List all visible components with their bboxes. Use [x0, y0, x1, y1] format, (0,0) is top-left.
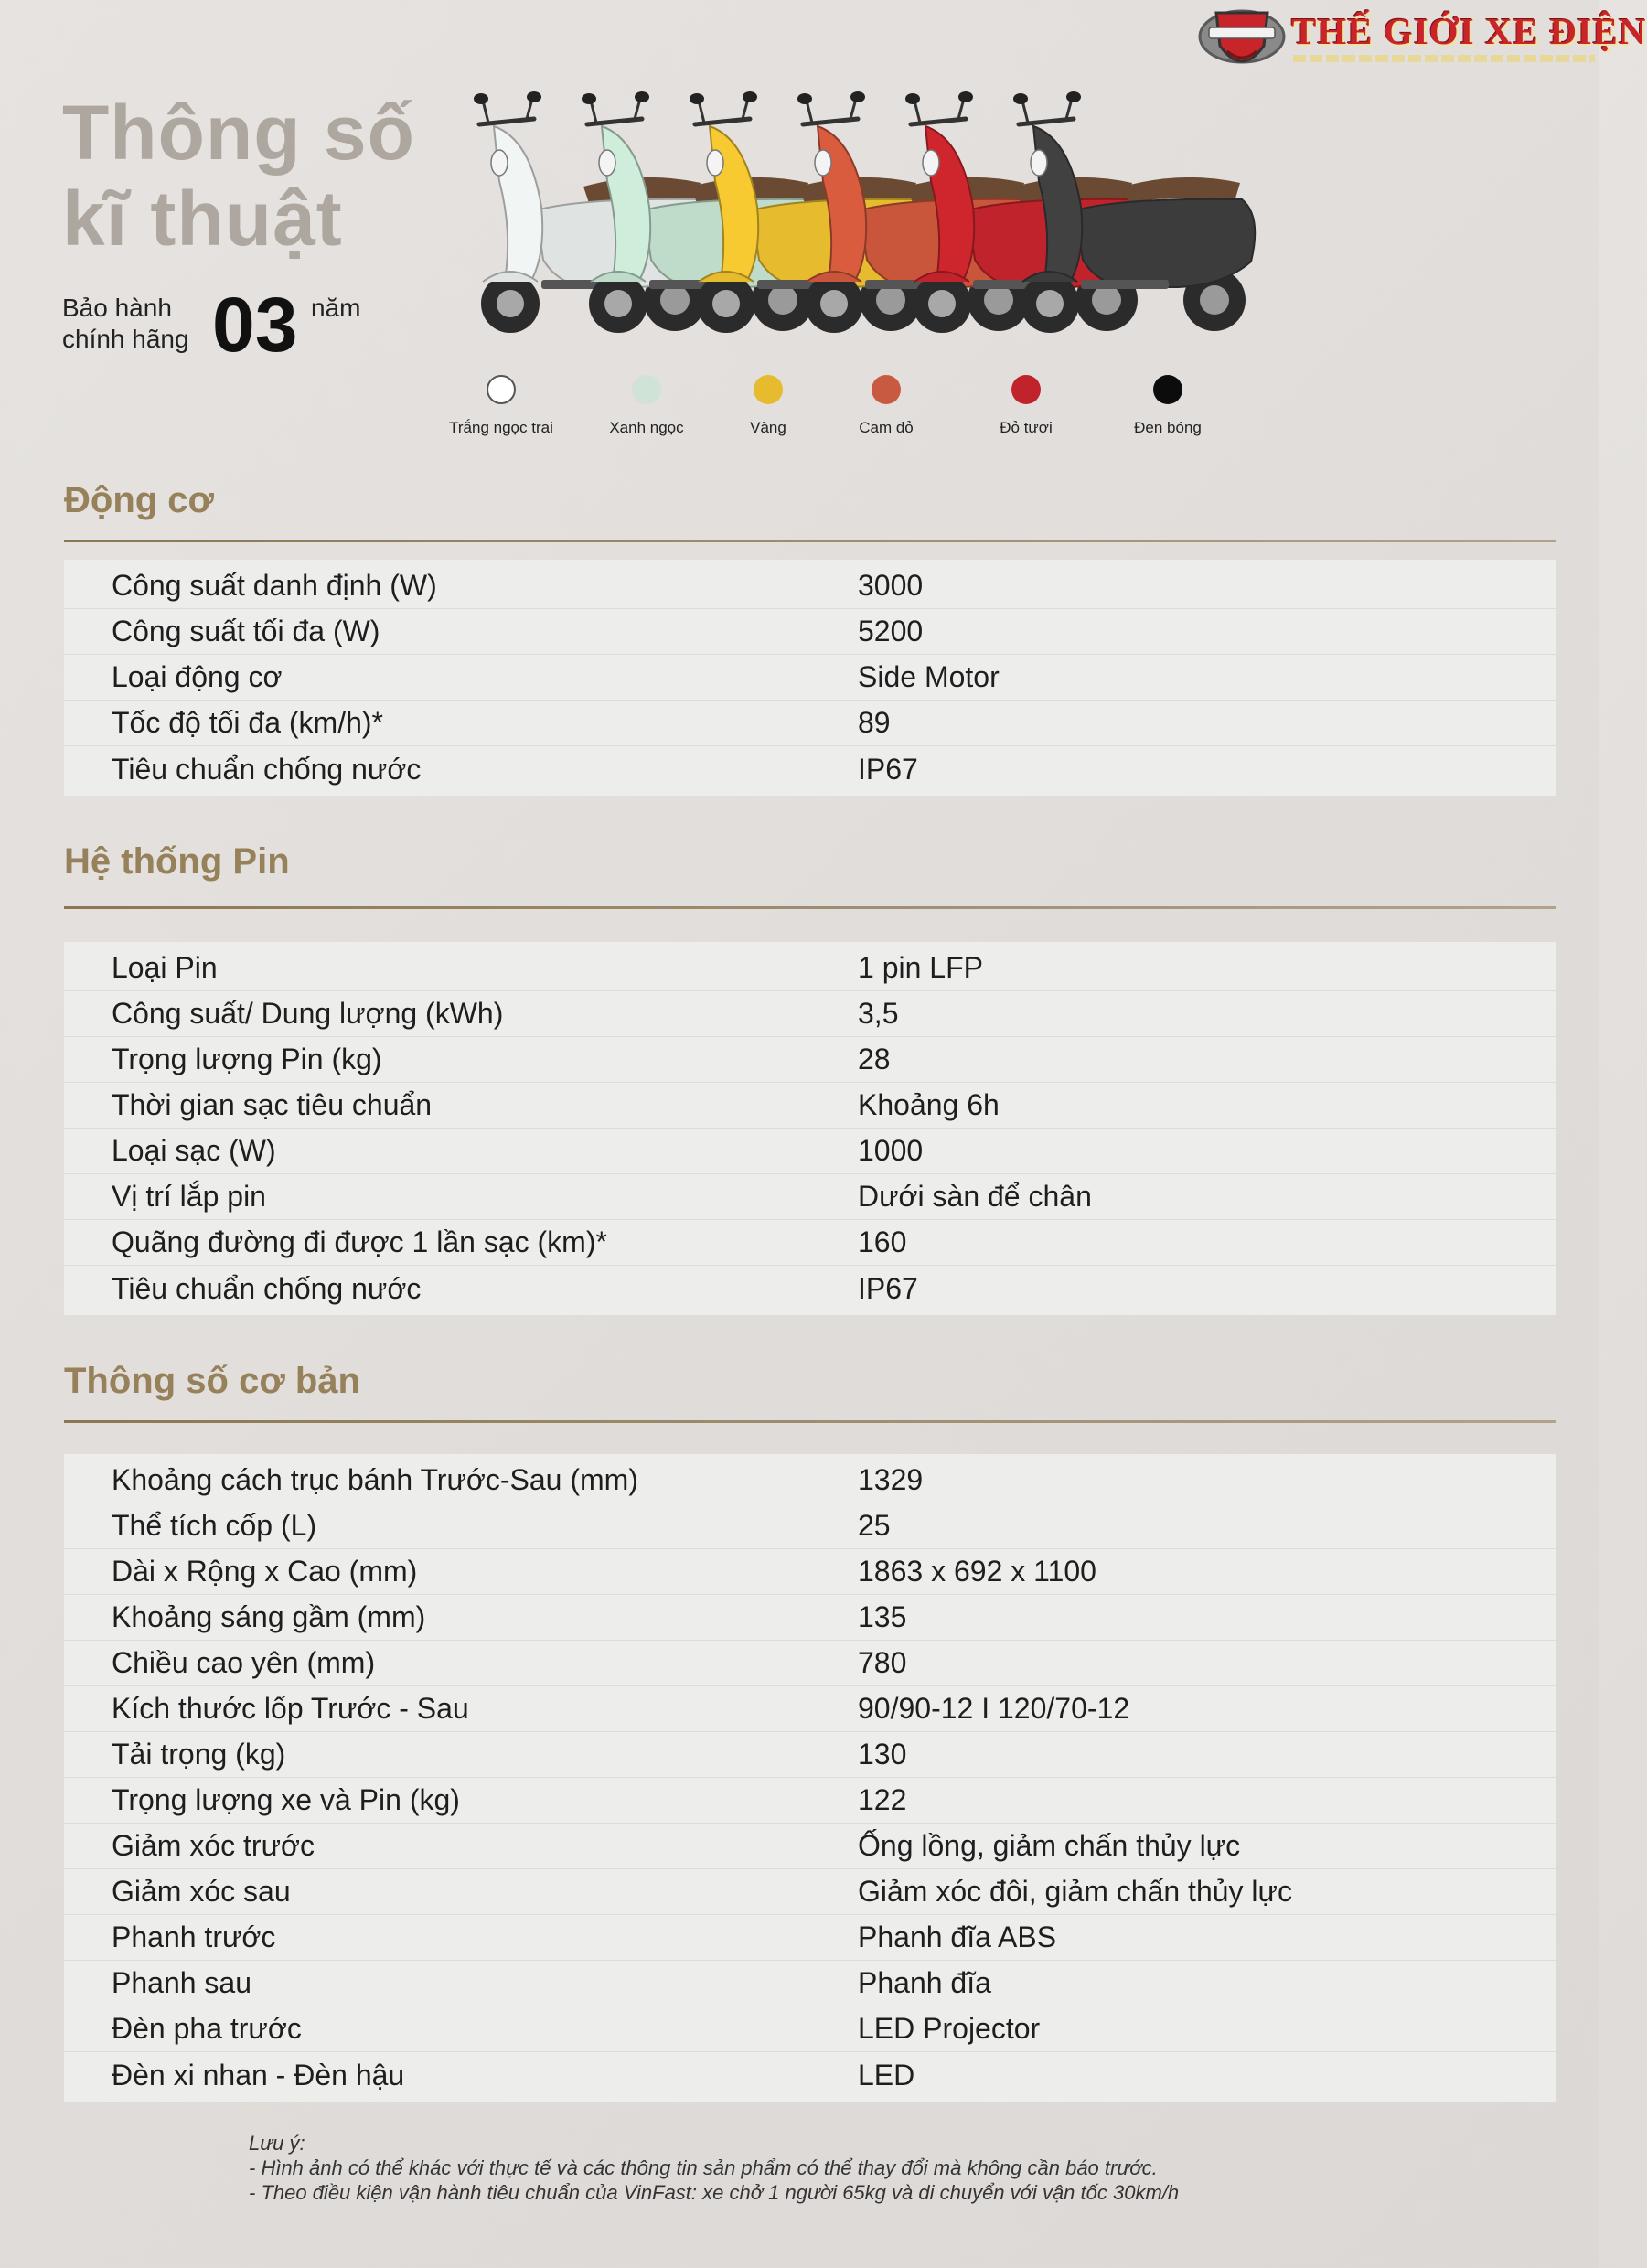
spec-label: Giảm xóc sau — [112, 1875, 291, 1908]
spec-label: Tải trọng (kg) — [112, 1738, 286, 1771]
warranty-years: 03 — [212, 282, 298, 368]
spec-label: Vị trí lắp pin — [112, 1180, 266, 1213]
spec-label: Trọng lượng xe và Pin (kg) — [112, 1783, 460, 1816]
footnote-line: - Theo điều kiện vận hành tiêu chuẩn của VinFast: xe chở 1 người 65kg và di chuyển với vận tốc 30km/h — [249, 2181, 1180, 2204]
table-row — [64, 1732, 1556, 1778]
color-label: Xanh ngọc — [609, 419, 684, 436]
table-row — [64, 1037, 1556, 1083]
spec-value: Phanh đĩa ABS — [858, 1920, 1057, 1953]
color-swatch — [632, 375, 661, 404]
spec-value: 780 — [858, 1646, 907, 1679]
table-row — [64, 1778, 1556, 1824]
warranty-label — [62, 293, 189, 355]
table-row — [64, 1549, 1556, 1595]
warranty-label-line-2: chính hãng — [62, 325, 189, 353]
section-divider — [64, 540, 1556, 542]
spec-value: IP67 — [858, 1271, 918, 1305]
footnote-heading: Lưu ý: — [249, 2132, 305, 2155]
spec-label: Đèn pha trước — [112, 2012, 302, 2045]
color-swatch — [1011, 375, 1041, 404]
spec-label: Tốc độ tối đa (km/h)* — [112, 706, 383, 739]
spec-value: LED Projector — [858, 2012, 1041, 2045]
spec-label: Loại Pin — [112, 951, 218, 984]
spec-label: Thể tích cốp (L) — [112, 1509, 317, 1542]
color-option-do-tuoi — [944, 375, 1108, 448]
spec-label: Công suất danh định (W) — [112, 569, 437, 602]
color-swatch — [487, 375, 516, 404]
spec-label: Thời gian sạc tiêu chuẩn — [112, 1088, 433, 1121]
table-row — [64, 2006, 1556, 2052]
table-row — [64, 1220, 1556, 1266]
table-row — [64, 1174, 1556, 1220]
color-label: Đen bóng — [1134, 419, 1202, 436]
footnote-line: - Hình ảnh có thể khác với thực tế và các thông tin sản phẩm có thể thay đổi mà không cần báo trước. — [249, 2156, 1158, 2179]
spec-value: Khoảng 6h — [858, 1088, 1000, 1121]
brand-tagline-decoration — [1293, 55, 1595, 62]
spec-value: Giảm xóc đôi, giảm chấn thủy lực — [858, 1875, 1292, 1908]
color-label: Cam đỏ — [859, 419, 914, 436]
color-option-den-bong — [1086, 375, 1250, 448]
table-row — [64, 1266, 1556, 1311]
section-title-battery: Hệ thống Pin — [64, 841, 290, 882]
table-row — [64, 1595, 1556, 1641]
footnotes — [249, 2131, 1179, 2205]
color-option-trang-ngoc-trai — [419, 375, 583, 448]
table-row — [64, 1503, 1556, 1549]
page-title-line-1: Thông số — [62, 90, 415, 176]
spec-label: Tiêu chuẩn chống nước — [112, 1271, 422, 1305]
spec-value: 1329 — [858, 1463, 924, 1496]
color-label: Đỏ tươi — [1000, 419, 1053, 436]
table-row — [64, 655, 1556, 701]
spec-value: 89 — [858, 706, 891, 739]
table-row — [64, 2052, 1556, 2098]
table-row — [64, 991, 1556, 1037]
spec-value: LED — [858, 2058, 915, 2091]
table-row — [64, 1129, 1556, 1174]
spec-label: Công suất tối đa (W) — [112, 615, 380, 647]
page-title-line-2: kĩ thuật — [62, 176, 343, 262]
spec-value: 3000 — [858, 569, 924, 602]
spec-value: 5200 — [858, 615, 924, 647]
section-divider — [64, 906, 1556, 909]
spec-label: Loại động cơ — [112, 660, 283, 693]
spec-table-engine — [64, 560, 1556, 796]
spec-value: 28 — [858, 1043, 891, 1075]
spec-label: Tiêu chuẩn chống nước — [112, 752, 422, 786]
spec-table-battery — [64, 942, 1556, 1315]
spec-value: 122 — [858, 1783, 907, 1816]
spec-value: 160 — [858, 1225, 907, 1258]
brand-name: THẾ GIỚI XE ĐIỆN — [1291, 10, 1647, 52]
scooter-lineup-image — [446, 99, 1269, 373]
spec-value: IP67 — [858, 752, 918, 786]
spec-label: Trọng lượng Pin (kg) — [112, 1043, 382, 1075]
warranty-label-line-1: Bảo hành — [62, 294, 172, 322]
spec-value: 25 — [858, 1509, 891, 1542]
spec-value: 130 — [858, 1738, 907, 1771]
spec-value: Dưới sàn để chân — [858, 1180, 1092, 1213]
brand-logo — [1196, 0, 1647, 80]
spec-value: 3,5 — [858, 997, 899, 1030]
spec-value: 1863 x 692 x 1100 — [858, 1555, 1096, 1588]
table-row — [64, 1824, 1556, 1869]
table-row — [64, 946, 1556, 991]
spec-table-basic — [64, 1454, 1556, 2102]
table-row — [64, 563, 1556, 609]
table-row — [64, 1458, 1556, 1503]
spec-label: Đèn xi nhan - Đèn hậu — [112, 2058, 405, 2091]
color-swatch — [1153, 375, 1182, 404]
spec-value: 1 pin LFP — [858, 951, 983, 984]
spec-value: 1000 — [858, 1134, 924, 1167]
spec-label: Khoảng sáng gầm (mm) — [112, 1600, 426, 1633]
table-row — [64, 609, 1556, 655]
spec-value: 135 — [858, 1600, 907, 1633]
spec-label: Chiều cao yên (mm) — [112, 1646, 376, 1679]
spec-label: Kích thước lốp Trước - Sau — [112, 1692, 469, 1725]
section-title-engine: Động cơ — [64, 480, 214, 520]
spec-label: Quãng đường đi được 1 lần sạc (km)* — [112, 1225, 607, 1258]
color-swatch — [872, 375, 901, 404]
spec-label: Công suất/ Dung lượng (kWh) — [112, 997, 504, 1030]
spec-label: Dài x Rộng x Cao (mm) — [112, 1555, 418, 1588]
page-title — [62, 90, 415, 262]
spec-label: Phanh sau — [112, 1966, 252, 1999]
table-row — [64, 1961, 1556, 2006]
spec-label: Phanh trước — [112, 1920, 276, 1953]
table-row — [64, 1083, 1556, 1129]
table-row — [64, 1915, 1556, 1961]
warranty-unit: năm — [311, 294, 361, 322]
spec-value: Side Motor — [858, 660, 1000, 693]
color-label: Trắng ngọc trai — [449, 419, 553, 436]
spec-label: Giảm xóc trước — [112, 1829, 315, 1862]
spec-label: Loại sạc (W) — [112, 1134, 276, 1167]
color-label: Vàng — [750, 419, 786, 436]
section-title-basic: Thông số cơ bản — [64, 1361, 360, 1401]
shield-emblem-icon — [1196, 0, 1288, 79]
table-row — [64, 746, 1556, 792]
table-row — [64, 1686, 1556, 1732]
section-divider — [64, 1420, 1556, 1423]
spec-value: Ống lồng, giảm chấn thủy lực — [858, 1829, 1241, 1862]
spec-label: Khoảng cách trục bánh Trước-Sau (mm) — [112, 1463, 638, 1496]
table-row — [64, 1869, 1556, 1915]
spec-value: 90/90-12 I 120/70-12 — [858, 1692, 1130, 1725]
table-row — [64, 1641, 1556, 1686]
color-swatch — [754, 375, 783, 404]
spec-value: Phanh đĩa — [858, 1966, 991, 1999]
table-row — [64, 701, 1556, 746]
